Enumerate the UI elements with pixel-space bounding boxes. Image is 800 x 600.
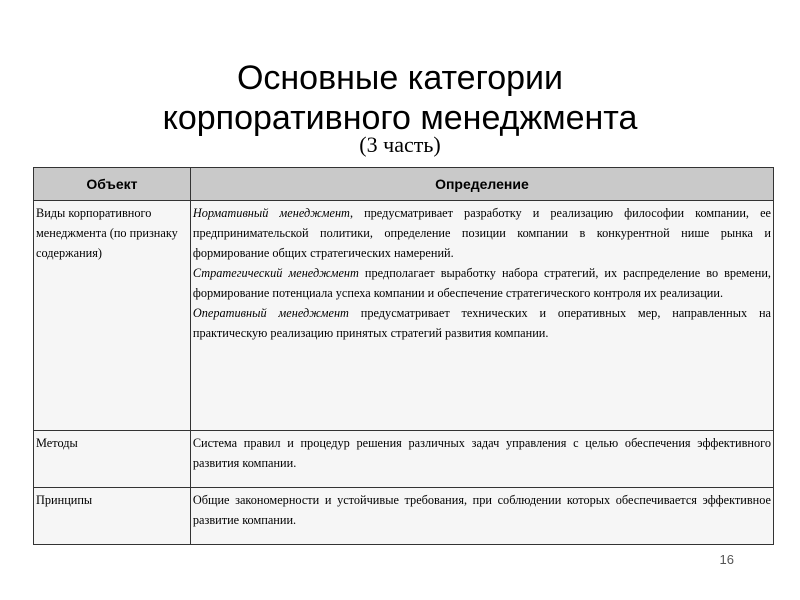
row-object-principles: Принципы <box>34 488 191 545</box>
term-strategic: Стратегический менеджмент <box>192 266 359 280</box>
slide-title <box>0 58 800 138</box>
header-object: Объект <box>34 168 191 201</box>
table-header-row <box>34 168 774 201</box>
row-definition-methods <box>190 431 773 488</box>
table-row <box>34 488 774 545</box>
categories-table <box>33 167 774 545</box>
title-line-2: корпоративного менеджмента <box>162 99 638 137</box>
row-object-methods: Методы <box>34 431 191 488</box>
definition-operational: предусматривает технических и оперативных мер, направленных на практическую реализацию принятых стратегий развития компании. <box>192 306 771 340</box>
title-line-1: Основные категории <box>236 59 564 97</box>
page-number: 16 <box>719 552 734 567</box>
definition-methods-text: Система правил и процедур решения различных задач управления с целью обеспечения эффективного развития компании. <box>192 436 771 470</box>
slide-subtitle: (3 часть) <box>359 132 441 157</box>
table-row <box>34 431 774 488</box>
row-object-types: Виды корпоративного менеджмента (по признаку содержания) <box>34 201 191 431</box>
header-definition: Определение <box>190 168 773 201</box>
definition-normative: , предусматривает разработку и реализацию философии компании, ее предпринимательской политики, определение позиции компании в конкурентной нише рынка и формирование общих стратегических намерений. <box>192 206 771 260</box>
definition-strategic: предполагает выработку набора стратегий, их распределение во времени, формирование потенциала успеха компании и обеспечение стратегического контроля их реализации. <box>192 266 771 300</box>
definition-principles-text: Общие закономерности и устойчивые требования, при соблюдении которых обеспечивается эффективное развитие компании. <box>192 493 771 527</box>
row-definition-types <box>190 201 773 431</box>
table-row <box>34 201 774 431</box>
row-definition-principles <box>190 488 773 545</box>
term-normative: Нормативный менеджмент <box>192 206 350 220</box>
definition-paragraph <box>193 203 771 263</box>
term-operational: Оперативный менеджмент <box>192 306 349 320</box>
definition-paragraph <box>193 263 771 303</box>
definition-paragraph <box>193 303 771 343</box>
